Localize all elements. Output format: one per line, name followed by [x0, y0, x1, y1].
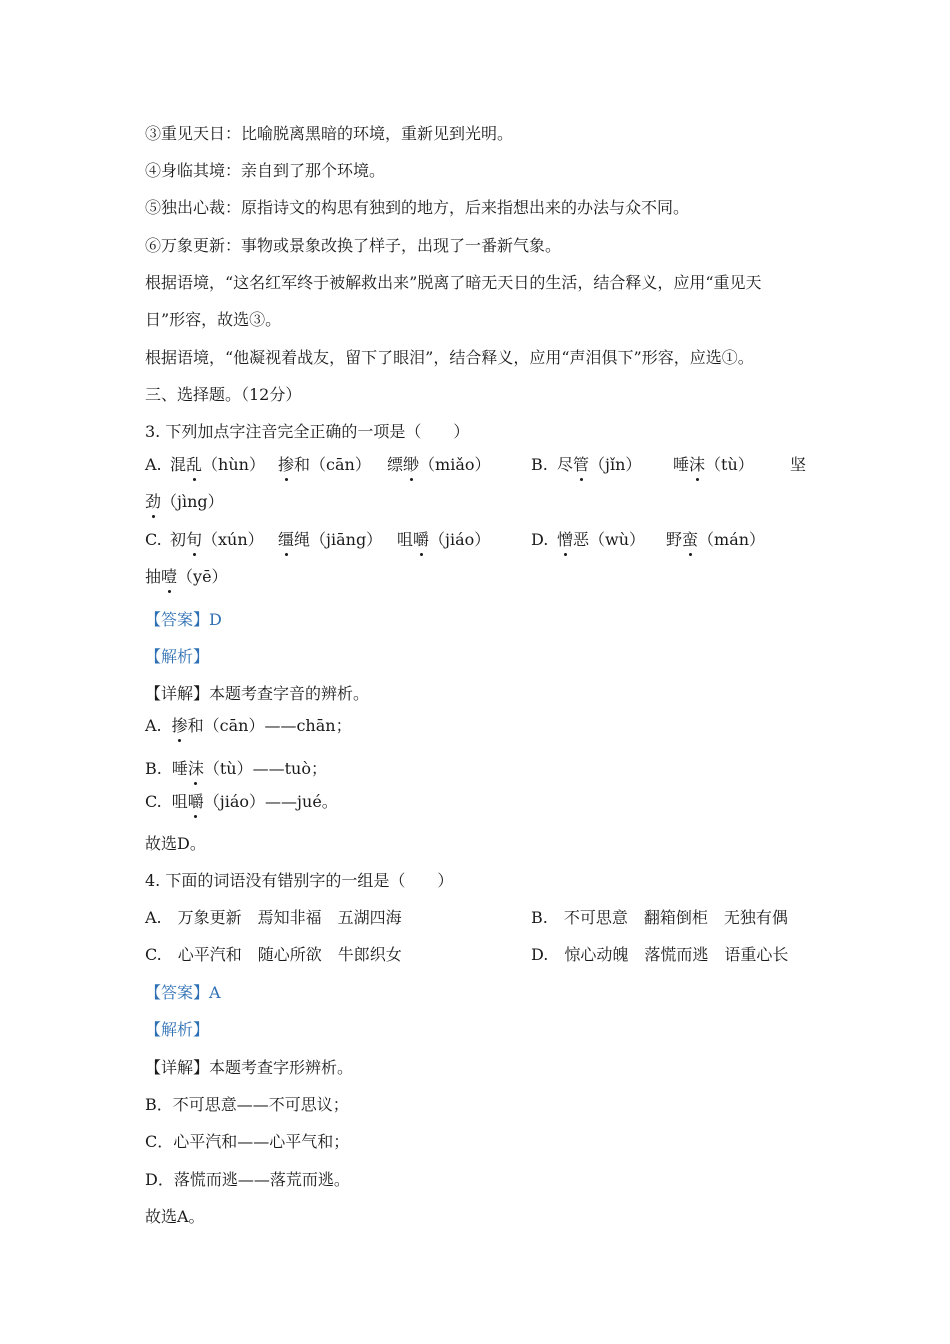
question-3-answer: 【答案】D — [145, 610, 222, 629]
question-4-correction-c: C．心平汽和——心平气和； — [145, 1132, 350, 1151]
option-d-word-1: 憎恶（wù） — [557, 530, 646, 549]
question-4-option-b: B. 不可思意 翻箱倒柜 无独有偶 — [531, 908, 788, 927]
analysis-paragraph-1-line-2: 日”形容，故选③。 — [145, 310, 282, 329]
option-c-word-2: 缰绳（jiāng） — [278, 530, 383, 549]
option-a-word-1: 混乱（hùn） — [170, 455, 265, 474]
question-3-conclusion: 故选D。 — [145, 834, 206, 853]
option-a-label: A. — [145, 455, 162, 474]
analysis-paragraph-2: 根据语境，“他凝视着战友，留下了眼泪”，结合释义，应用“声泪俱下”形容，应选①。 — [145, 348, 754, 367]
question-4-option-a: A. 万象更新 焉知非福 五湖四海 — [145, 908, 402, 927]
option-d-word-2: 野蛮（mán） — [666, 530, 766, 549]
question-4-analysis-tag: 【解析】 — [145, 1020, 210, 1039]
question-4-option-c: C. 心平汽和 随心所欲 牛郎织女 — [145, 945, 402, 964]
option-c-word-1: 初旬（xún） — [170, 530, 264, 549]
question-4-correction-b: B．不可思意——不可思议； — [145, 1095, 349, 1114]
option-b-word-3-start: 坚 — [790, 455, 807, 474]
question-3-correction-a: A. 掺和（cān）——chān； — [145, 716, 352, 735]
section-heading-3: 三、选择题。（12分） — [145, 385, 302, 404]
option-b-word-2: 唾沫（tù） — [673, 455, 754, 474]
question-4-conclusion: 故选A。 — [145, 1207, 205, 1226]
question-3-stem: 3. 下列加点字注音完全正确的一项是（ ） — [145, 422, 470, 441]
option-b-label: B. — [531, 455, 548, 474]
question-3-options-row-2-wrap — [145, 567, 228, 587]
option-d-label: D. — [531, 530, 549, 549]
option-b-word-3-end: 劲（jìng） — [145, 492, 224, 511]
option-c-label: C. — [145, 530, 162, 549]
option-c-word-3: 咀嚼（jiáo） — [397, 530, 491, 549]
vocab-item-5: ⑤独出心裁：原指诗文的构思有独到的地方，后来指想出来的办法与众不同。 — [145, 198, 690, 217]
question-3-options-row-1-wrap — [145, 492, 224, 512]
question-3-detail: 【详解】本题考查字音的辨析。 — [145, 684, 370, 703]
option-b-word-1: 尽管（jǐn） — [557, 455, 642, 474]
option-a-word-3: 缥缈（miǎo） — [387, 455, 491, 474]
vocab-item-3: ③重见天日：比喻脱离黑暗的环境，重新见到光明。 — [145, 124, 514, 143]
vocab-item-6: ⑥万象更新：事物或景象改换了样子，出现了一番新气象。 — [145, 236, 562, 255]
question-4-detail: 【详解】本题考查字形辨析。 — [145, 1058, 354, 1077]
analysis-paragraph-1-line-1: 根据语境，“这名红军终于被解救出来”脱离了暗无天日的生活，结合释义，应用“重见天 — [145, 273, 762, 292]
question-4-answer: 【答案】A — [145, 983, 221, 1002]
question-4-correction-d: D．落慌而逃——落荒而逃。 — [145, 1170, 350, 1189]
question-3-correction-c: C. 咀嚼（jiáo）——jué。 — [145, 792, 338, 811]
question-4-option-d: D. 惊心动魄 落慌而逃 语重心长 — [531, 945, 789, 964]
question-4-stem: 4. 下面的词语没有错别字的一组是（ ） — [145, 871, 454, 890]
option-d-word-3: 抽噎（yē） — [145, 567, 228, 586]
vocab-item-4: ④身临其境：亲自到了那个环境。 — [145, 161, 386, 180]
question-3-analysis-tag: 【解析】 — [145, 647, 210, 666]
question-3-correction-b: B. 唾沫（tù）——tuò； — [145, 759, 327, 778]
option-a-word-2: 掺和（cān） — [278, 455, 371, 474]
